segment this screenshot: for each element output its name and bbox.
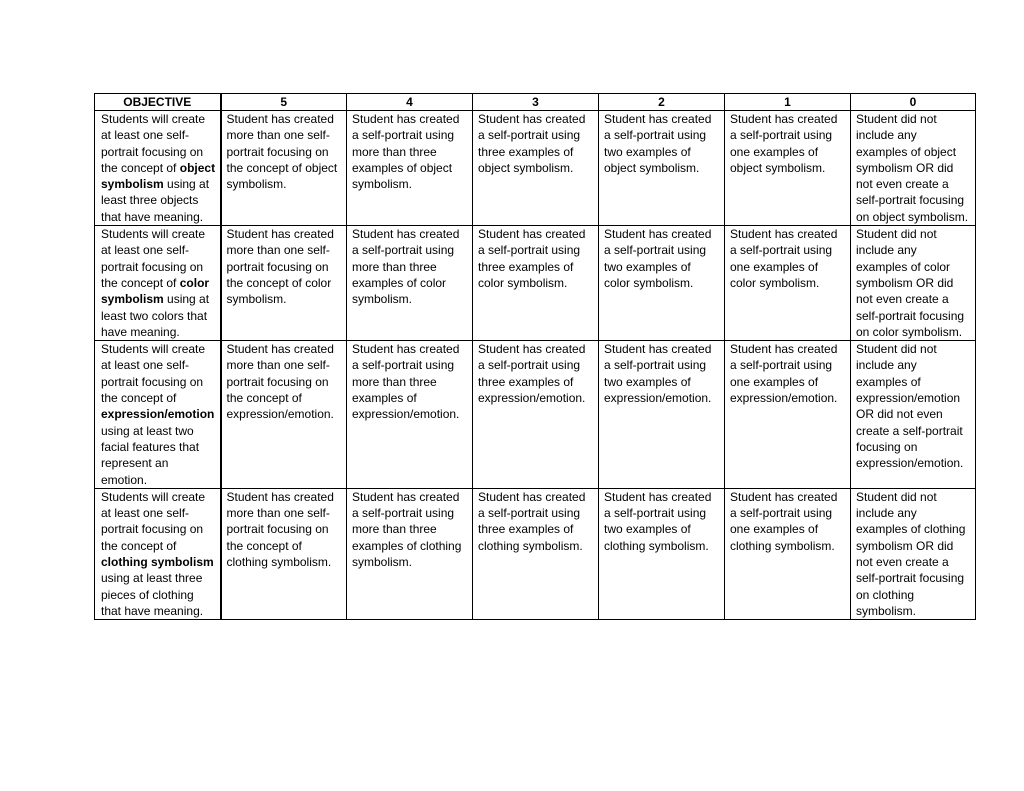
criteria-cell-1: Student has created a self-portrait using one examples of clothing symbolism. (725, 488, 851, 619)
criteria-cell-4: Student has created a self-portrait using more than three examples of object symbolism. (347, 111, 473, 226)
header-score-2: 2 (599, 94, 725, 111)
rubric-table (94, 93, 976, 620)
criteria-cell-0: Student did not include any examples of expression/emotion OR did not even create a self-portrait focusing on expression/emotion. (851, 341, 976, 489)
criteria-cell-1: Student has created a self-portrait using one examples of expression/emotion. (725, 341, 851, 489)
table-row (95, 111, 976, 226)
header-score-4: 4 (347, 94, 473, 111)
criteria-cell-0: Student did not include any examples of color symbolism OR did not even create a self-portrait focusing on color symbolism. (851, 226, 976, 341)
criteria-cell-1: Student has created a self-portrait using one examples of object symbolism. (725, 111, 851, 226)
objective-cell (95, 111, 221, 226)
objective-text: Students will create at least one self-portrait focusing on the concept of (101, 342, 206, 406)
criteria-cell-1: Student has created a self-portrait using one examples of color symbolism. (725, 226, 851, 341)
criteria-cell-0: Student did not include any examples of object symbolism OR did not even create a self-portrait focusing on object symbolism. (851, 111, 976, 226)
header-row (95, 94, 976, 111)
objective-cell (95, 226, 221, 341)
objective-keyword: clothing symbolism (101, 555, 214, 570)
objective-text: Students will create at least one self-portrait focusing on the concept of (101, 112, 206, 175)
table-row (95, 488, 976, 619)
header-score-3: 3 (473, 94, 599, 111)
criteria-cell-4: Student has created a self-portrait using more than three examples of color symbolism. (347, 226, 473, 341)
objective-text: Students will create at least one self-portrait focusing on the concept of (101, 489, 206, 553)
criteria-cell-3: Student has created a self-portrait using three examples of expression/emotion. (473, 341, 599, 489)
objective-text: using at least two facial features that represent an emotion. (101, 423, 200, 487)
objective-keyword: color symbolism (101, 275, 210, 307)
criteria-cell-5: Student has created more than one self-portrait focusing on the concept of expression/emotion. (221, 341, 347, 489)
objective-text: using at least two colors that have meaning. (101, 292, 210, 339)
objective-text: Students will create at least one self-portrait focusing on the concept of (101, 227, 206, 290)
criteria-cell-2: Student has created a self-portrait using two examples of expression/emotion. (599, 341, 725, 489)
objective-text: using at least three pieces of clothing that have meaning. (101, 571, 204, 618)
criteria-cell-0: Student did not include any examples of clothing symbolism OR did not even create a self-portrait focusing on clothing symbolism. (851, 488, 976, 619)
criteria-cell-3: Student has created a self-portrait using three examples of clothing symbolism. (473, 488, 599, 619)
criteria-cell-3: Student has created a self-portrait using three examples of color symbolism. (473, 226, 599, 341)
criteria-cell-4: Student has created a self-portrait using more than three examples of expression/emotion. (347, 341, 473, 489)
criteria-cell-5: Student has created more than one self-portrait focusing on the concept of object symbolism. (221, 111, 347, 226)
header-score-0: 0 (851, 94, 976, 111)
criteria-cell-2: Student has created a self-portrait using two examples of color symbolism. (599, 226, 725, 341)
criteria-cell-3: Student has created a self-portrait using three examples of object symbolism. (473, 111, 599, 226)
objective-keyword: object symbolism (101, 160, 216, 192)
objective-cell (95, 488, 221, 619)
criteria-cell-2: Student has created a self-portrait using two examples of clothing symbolism. (599, 488, 725, 619)
header-score-5: 5 (221, 94, 347, 111)
objective-keyword: expression/emotion (101, 407, 215, 422)
criteria-cell-2: Student has created a self-portrait using two examples of object symbolism. (599, 111, 725, 226)
objective-cell (95, 341, 221, 489)
criteria-cell-5: Student has created more than one self-portrait focusing on the concept of clothing symbolism. (221, 488, 347, 619)
header-score-1: 1 (725, 94, 851, 111)
header-objective: OBJECTIVE (95, 94, 221, 111)
table-row (95, 226, 976, 341)
table-row (95, 341, 976, 489)
objective-text: using at least three objects that have meaning. (101, 177, 210, 224)
criteria-cell-4: Student has created a self-portrait using more than three examples of clothing symbolism. (347, 488, 473, 619)
criteria-cell-5: Student has created more than one self-portrait focusing on the concept of color symbolism. (221, 226, 347, 341)
